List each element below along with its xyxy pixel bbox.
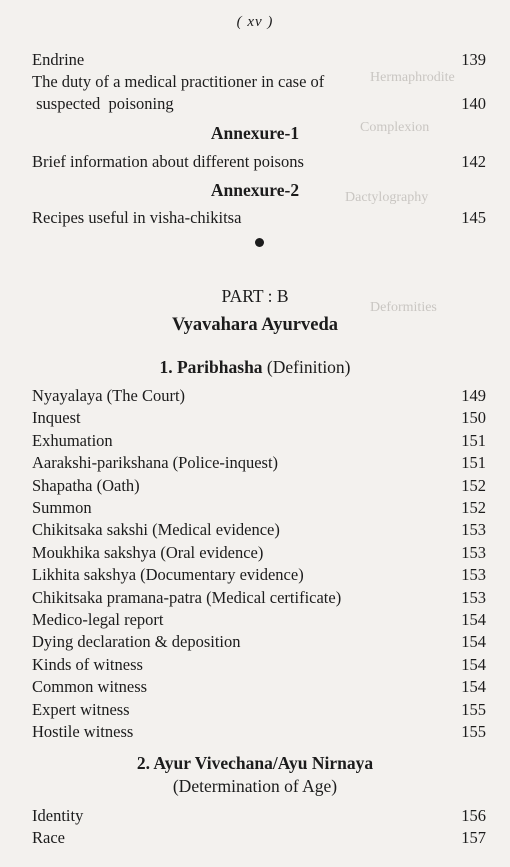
toc-entry-page: 145 bbox=[461, 208, 486, 227]
toc-entry-page: 153 bbox=[461, 520, 486, 540]
toc-entry-page: 153 bbox=[461, 542, 486, 562]
toc-entry-title: Medico-legal report bbox=[32, 610, 164, 629]
toc-entry-page: 151 bbox=[461, 430, 486, 450]
toc-entry-page: 139 bbox=[461, 50, 486, 69]
toc-entry-title: Likhita sakshya (Documentary evidence) bbox=[32, 565, 304, 585]
toc-entry-page: 154 bbox=[461, 632, 486, 652]
toc-entry-page: 142 bbox=[461, 152, 486, 171]
toc-entry-page: 155 bbox=[461, 699, 486, 719]
toc-entry-title: Nyayalaya (The Court) bbox=[32, 386, 186, 405]
section-1-subtitle: (Definition) bbox=[262, 357, 351, 377]
toc-entry-page: 140 bbox=[461, 94, 486, 113]
toc-entry-title: Identity bbox=[32, 806, 84, 825]
toc-entry-page: 150 bbox=[461, 408, 486, 428]
toc-entry-title: Moukhika sakshya (Oral evidence) bbox=[32, 542, 264, 562]
toc-entry-page: 151 bbox=[461, 453, 486, 473]
toc-entry-page: 154 bbox=[461, 677, 486, 697]
part-label: PART : B bbox=[221, 286, 289, 306]
toc-entry-page: 153 bbox=[461, 565, 486, 585]
toc-entry-page: 155 bbox=[461, 722, 486, 741]
toc-entry-title: Brief information about different poisons bbox=[32, 152, 304, 171]
toc-entry-title: suspected poisoning bbox=[32, 94, 174, 113]
section-1-title: 1. Paribhasha bbox=[159, 357, 263, 377]
bleed-through-text: Complexion bbox=[360, 120, 430, 135]
toc-entry-title: Summon bbox=[32, 498, 92, 517]
toc-entry-title: Endrine bbox=[32, 50, 85, 69]
page-number: ( xv ) bbox=[236, 14, 274, 30]
toc-entry-page: 154 bbox=[461, 610, 486, 629]
toc-entry-title: Race bbox=[32, 828, 65, 847]
part-title: Vyavahara Ayurveda bbox=[171, 315, 338, 335]
toc-entry-page: 152 bbox=[461, 498, 486, 517]
toc-entry-title: Common witness bbox=[32, 677, 148, 697]
toc-entry-title: Inquest bbox=[32, 408, 81, 428]
section-2-subtitle: (Determination of Age) bbox=[172, 776, 338, 796]
toc-entry-title: The duty of a medical practitioner in case of bbox=[32, 72, 325, 91]
toc-entry-title: Chikitsaka pramana-patra (Medical certificate) bbox=[32, 587, 342, 607]
toc-entry-title: Dying declaration & deposition bbox=[32, 632, 241, 652]
toc-entry-page: 157 bbox=[461, 828, 486, 847]
toc-entry-title: Shapatha (Oath) bbox=[32, 475, 140, 495]
toc-entry-title: Expert witness bbox=[32, 699, 130, 719]
toc-entry-page: 152 bbox=[461, 475, 486, 495]
toc-entry-title: Kinds of witness bbox=[32, 654, 143, 674]
toc-entry-page: 154 bbox=[461, 654, 486, 674]
toc-entry-page: 149 bbox=[461, 386, 486, 405]
section-2-heading: 2. Ayur Vivechana/Ayu Nirnaya bbox=[136, 753, 374, 773]
bleed-through-text: Dactylography bbox=[345, 190, 429, 205]
toc-entry-title: Exhumation bbox=[32, 430, 113, 450]
annexure-1-heading: Annexure-1 bbox=[210, 123, 300, 143]
toc-entry-title: Chikitsaka sakshi (Medical evidence) bbox=[32, 520, 280, 540]
toc-entry-page: 156 bbox=[461, 806, 486, 825]
section-divider-bullet bbox=[255, 238, 264, 247]
toc-entry-title: Recipes useful in visha-chikitsa bbox=[32, 208, 242, 227]
bleed-through-text: Deformities bbox=[370, 300, 437, 315]
bleed-through-text: Hermaphrodite bbox=[370, 70, 455, 85]
annexure-2-heading: Annexure-2 bbox=[210, 180, 300, 200]
toc-entry-page: 153 bbox=[461, 587, 486, 607]
section-1-heading bbox=[0, 356, 510, 378]
toc-entry-title: Aarakshi-parikshana (Police-inquest) bbox=[32, 453, 279, 473]
toc-entry-title: Hostile witness bbox=[32, 722, 134, 741]
